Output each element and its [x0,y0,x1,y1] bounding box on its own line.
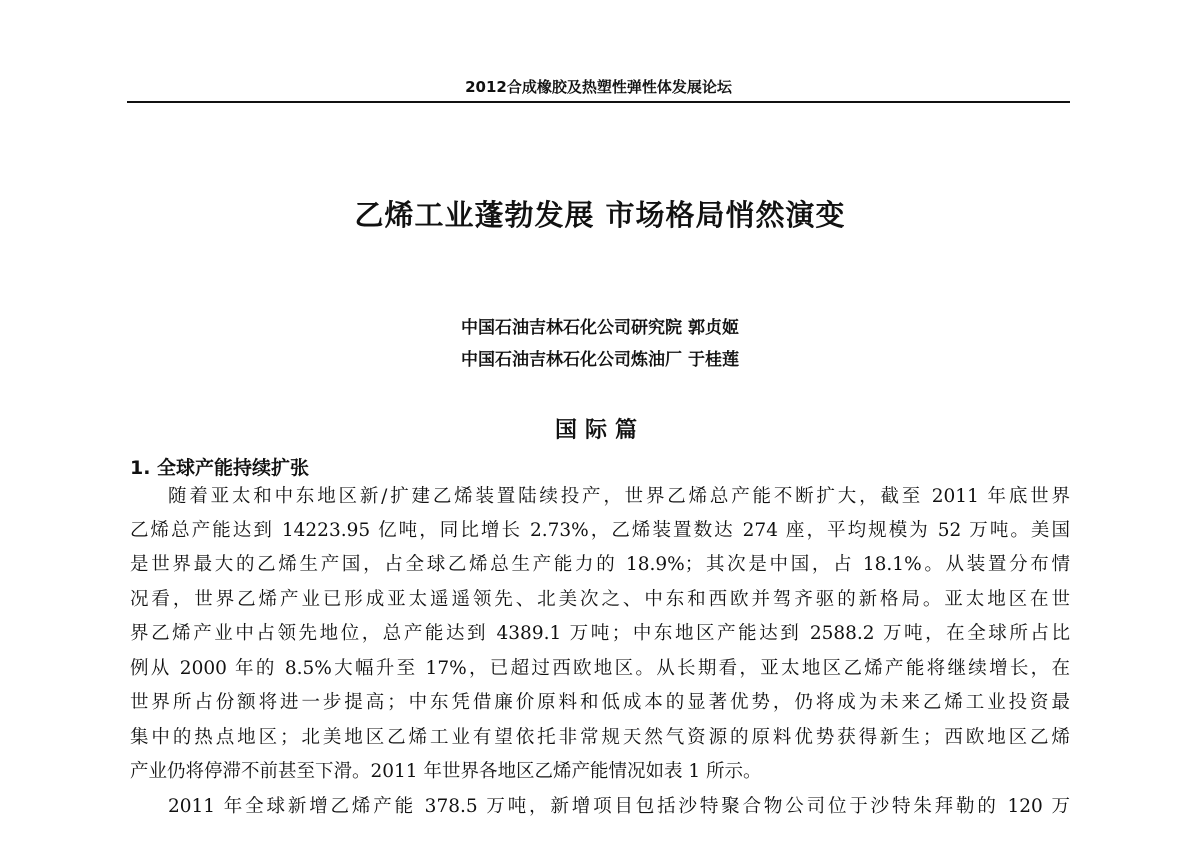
article-title: 乙烯工业蓬勃发展 市场格局悄然演变 [354,198,846,232]
paragraph-line: 乙烯总产能达到 14223.95 亿吨，同比增长 2.73%，乙烯装置数达 274 座，平均规模为 52 万吨。美国 [130,520,1070,541]
paragraph-line: 产业仍将停滞不前甚至下滑。2011 年世界各地区乙烯产能情况如表 1 所示。 [130,761,762,782]
paragraph-line: 随着亚太和中东地区新/扩建乙烯装置陆续投产，世界乙烯总产能不断扩大，截至 2011 年底世界 [168,486,1070,507]
paragraph-line: 界乙烯产业中占领先地位，总产能达到 4389.1 万吨；中东地区产能达到 2588.2 万吨，在全球所占比 [130,623,1070,644]
header-rule [127,101,1070,103]
paragraph-line: 例从 2000 年的 8.5%大幅升至 17%，已超过西欧地区。从长期看，亚太地区乙烯产能将继续增长，在 [130,658,1070,679]
section-heading: 国际篇 [554,418,645,443]
author-line: 中国石油吉林石化公司炼油厂 于桂莲 [461,350,739,370]
running-header: 2012合成橡胶及热塑性弹性体发展论坛 [465,78,732,96]
subsection-heading: 1. 全球产能持续扩张 [130,457,310,479]
paragraph-line: 是世界最大的乙烯生产国，占全球乙烯总生产能力的 18.9%；其次是中国，占 18.1%。从装置分布情 [130,554,1070,575]
paragraph-line: 集中的热点地区；北美地区乙烯工业有望依托非常规天然气资源的原料优势获得新生；西欧地区乙烯 [130,727,1070,748]
author-line: 中国石油吉林石化公司研究院 郭贞姬 [461,318,739,338]
paragraph-line: 世界所占份额将进一步提高；中东凭借廉价原料和低成本的显著优势，仍将成为未来乙烯工业投资最 [130,692,1070,713]
paragraph-line: 2011 年全球新增乙烯产能 378.5 万吨，新增项目包括沙特聚合物公司位于沙特朱拜勒的 120 万 [168,796,1070,817]
paragraph-line: 况看，世界乙烯产业已形成亚太遥遥领先、北美次之、中东和西欧并驾齐驱的新格局。亚太地区在世 [130,589,1070,610]
